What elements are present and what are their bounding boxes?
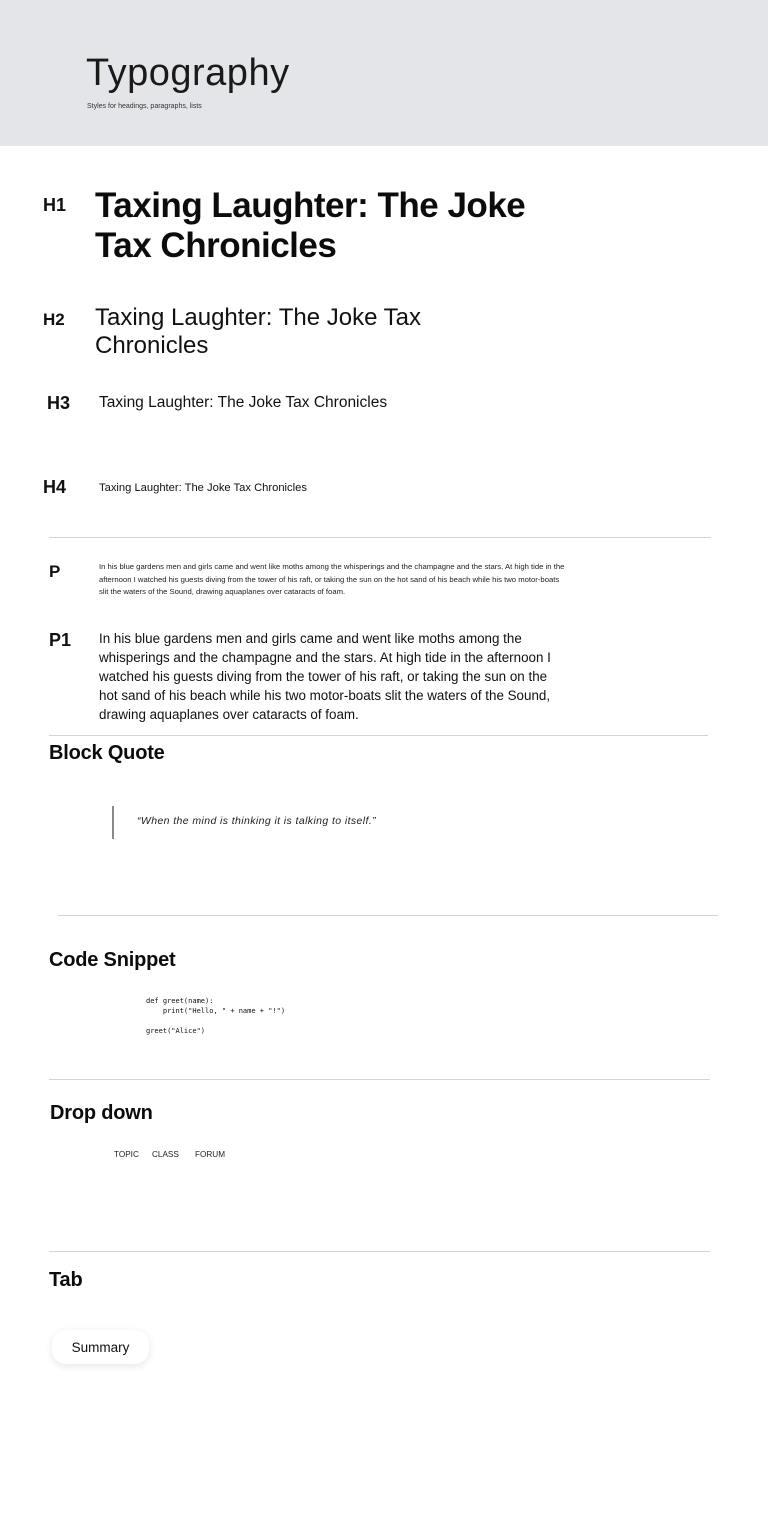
dropdown-item-class[interactable]: CLASS — [152, 1150, 179, 1159]
divider — [49, 1251, 710, 1252]
page-title: Typography — [86, 52, 290, 94]
tab-section-title: Tab — [49, 1269, 83, 1291]
divider — [49, 735, 708, 736]
divider — [58, 915, 718, 916]
code-snippet-title: Code Snippet — [49, 949, 176, 971]
p-sample: In his blue gardens men and girls came and went like moths among the whisperings and the champagne and the stars. At high tide in the afternoon I watched his guests diving from the tower of his raft, or taking the sun on the hot sand of his beach while his two motor-boats slit the waters of the Sound, drawing aquaplanes over cataracts of foam. — [99, 562, 565, 596]
page-header — [0, 0, 768, 146]
p-label: P — [49, 562, 61, 581]
dropdown-item-forum[interactable]: FORUM — [195, 1150, 226, 1159]
code-block: def greet(name): print("Hello, " + name + "!") greet("Alice") — [146, 997, 286, 1035]
h2-label: H2 — [43, 310, 65, 329]
p1-label: P1 — [49, 630, 72, 650]
dropdown-title: Drop down — [50, 1102, 153, 1124]
block-quote-title: Block Quote — [49, 742, 165, 764]
block-quote-text: “When the mind is thinking it is talking to itself.” — [137, 815, 377, 827]
h1-sample: Taxing Laughter: The Joke Tax Chronicles — [95, 186, 526, 265]
h3-label: H3 — [47, 393, 71, 413]
h4-sample: Taxing Laughter: The Joke Tax Chronicles — [99, 482, 307, 494]
divider — [49, 1079, 710, 1080]
h4-label: H4 — [43, 477, 67, 497]
quote-bar — [112, 806, 114, 839]
tab-summary[interactable]: Summary — [52, 1330, 149, 1364]
page-subtitle: Styles for headings, paragraphs, lists — [87, 103, 202, 110]
h2-sample: Taxing Laughter: The Joke Tax Chronicles — [95, 304, 421, 359]
h3-sample: Taxing Laughter: The Joke Tax Chronicles — [99, 394, 388, 411]
p1-sample: In his blue gardens men and girls came and went like moths among the whisperings and the champagne and the stars. At high tide in the afternoon I watched his guests diving from the tower of his raft, or taking the sun on the hot sand of his beach while his two motor-boats slit the waters of the Sound, drawing aquaplanes over cataracts of foam. — [99, 631, 551, 722]
divider — [49, 537, 711, 538]
h1-label: H1 — [43, 195, 67, 215]
dropdown-item-topic[interactable]: TOPIC — [114, 1150, 139, 1159]
